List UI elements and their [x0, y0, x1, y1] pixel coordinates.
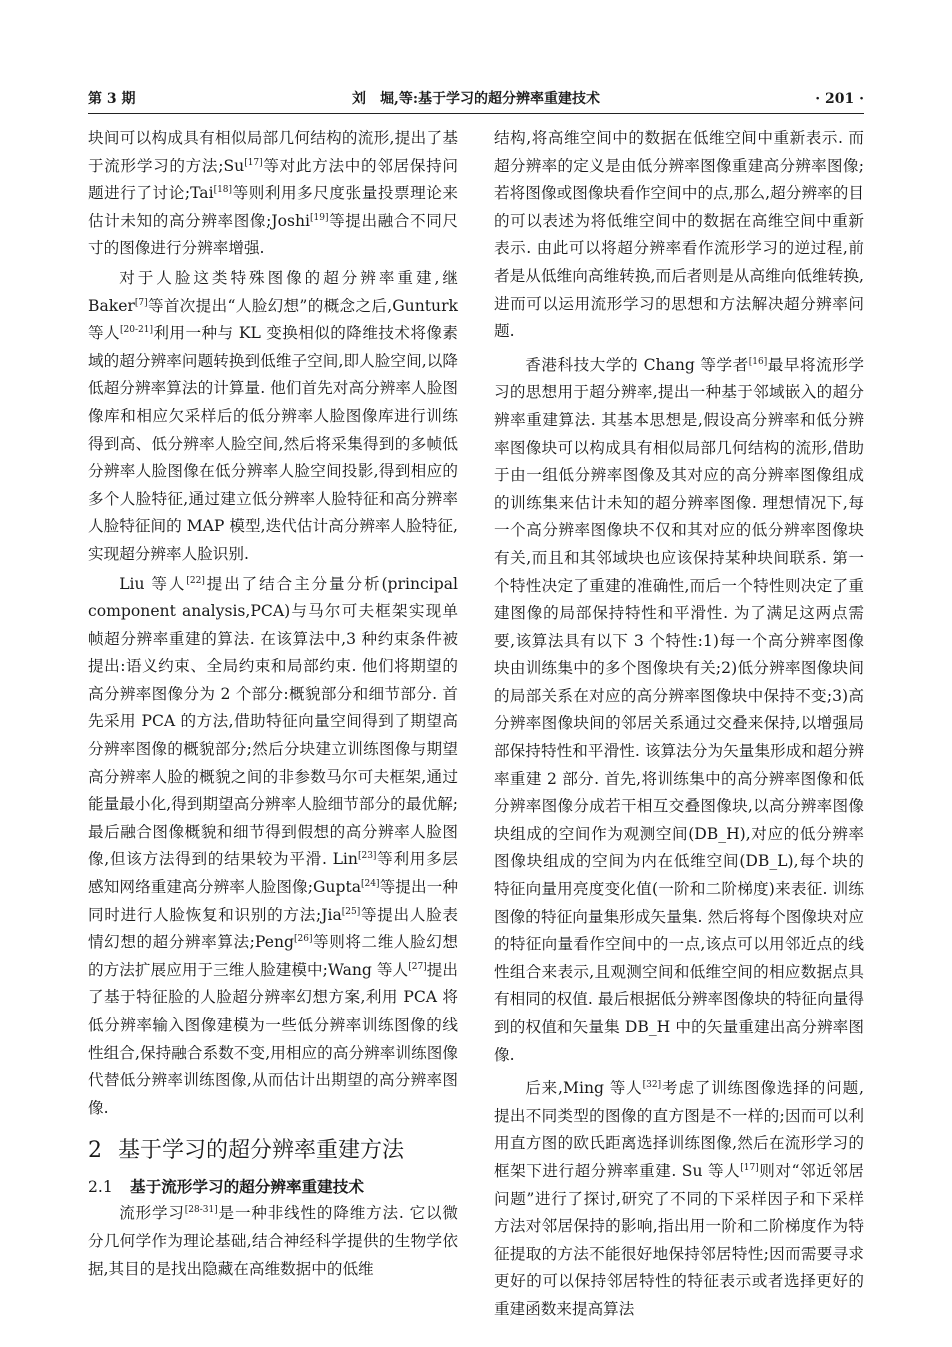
citation-ref: [23] [357, 851, 377, 862]
text-run: 后来,Ming 等人 [525, 1079, 643, 1098]
text-run: 等则将二维人脸幻想的方法扩展应用于三维人脸建模中;Wang 等人 [88, 933, 458, 979]
paragraph [494, 125, 864, 346]
paragraph [88, 571, 458, 1123]
text-run: Liu 等人 [119, 574, 187, 593]
citation-ref: [18] [213, 185, 233, 196]
citation-ref: [16] [748, 356, 768, 367]
citation-ref: [19] [310, 212, 329, 223]
text-run: 块间可以构成具有相似局部几何结构的流形,提出了基于流形学习的方法;Su [88, 129, 458, 175]
citation-ref: [22] [186, 575, 205, 586]
citation-ref: [26] [293, 934, 313, 945]
text-run: 考虑了训练图像选择的问题,提出不同类型的图像的直方图是不一样的;因而可以利用直方图的欧氏距离选择训练图像,然后在流形学习的框架下进行超分辨率重建. Su 等人 [494, 1079, 864, 1180]
text-run: 利用一种与 KL 变换相似的降维技术将像素域的超分辨率问题转换到低维子空间,即人脸空间,以降低超分辨率算法的计算量. 他们首先对高分辨率人脸图像库和相应欠采样后的低分辨率人脸图像库进行训练得到高、低分辨率人脸空间,然后将采集得到的多帧低分辨率人脸图像在低分辨率人脸空间投影,得到相应的多个人脸特征,通过建立低分辨率人脸特征和高分辨率人脸特征间的 MAP 模型,迭代估计高分辨率人脸特征,实现超分辨率人脸识别. [88, 324, 458, 563]
text-run: 等提出人脸表情幻想的超分辨率算法;Peng [88, 905, 458, 952]
text-run: 则对“邻近邻居问题”进行了探讨,研究了不同的下采样因子和下采样方法对邻居保持的影响,指出用一阶和二阶梯度作为特征提取的方法不能很好地保持邻居特性;因而需要寻求更好的可以保持邻居特性的特征表示或者选择更好的重建函数来提高算法 [494, 1161, 864, 1318]
section-heading [88, 1136, 458, 1166]
section-number: 2 [88, 1138, 102, 1164]
text-run: 对于人脸这类特殊图像的超分辨率重建,继 Baker [88, 268, 458, 315]
text-run: 等首次提出“人脸幻想”的概念之后,Gunturk 等人 [88, 296, 458, 343]
header-rule [88, 113, 864, 114]
issue-number: 第 3 期 [88, 91, 136, 107]
citation-ref: [17] [244, 157, 263, 168]
paragraph [88, 1200, 458, 1283]
text-run: 最早将流形学习的思想用于超分辨率,提出一种基于邻域嵌入的超分辨率重建算法. 其基本思想是,假设高分辨率和低分辨率图像块可以构成具有相似局部几何结构的流形,借助于由一组低分辨率图像及其对应的高分辨率图像组成的训练集来估计未知的超分辨率图像. 理想情况下,每一个高分辨率图像块不仅和其对应的低分辨率图像块有关,而且和其邻域块也应该保持某种块间联系. 第一个特性决定了重建的准确性,而后一个特性则决定了重建图像的局部保持特性和平滑性. 为了满足这两点需要,该算法具有以下 3 个特性:1)每一个高分辨率图像块由训练集中的多个图像块有关;2)低分辨率图像块间的局部关系在对应的高分辨率图像块中保持不变;3)高分辨率图像块间的邻居关系通过交叠来保持,以增强局部保持特性和平滑性. 该算法分为矢量集形成和超分辨率重建 2 部分. 首先,将训练集中的高分辨率图像和低分辨率图像分成若干相互交叠图像块,以高分辨率图像块组成的空间作为观测空间(DB_H),对应的低分辨率图像块组成的空间为内在低维空间(DB_L),每个块的特征向量用亮度变化值(一阶和二阶梯度)来表征. 训练图像的特征向量集形成矢量集. 然后将每个图像块对应的特征向量看作空间中的一点,该点可以用邻近点的线性组合来表示,且观测空间和低维空间的相应数据点具有相同的权值. 最后根据低分辨率图像块的特征向量得到的权值和矢量集 DB_H 中的矢量重建出高分辨率图像. [494, 355, 864, 1064]
citation-ref: [7] [134, 297, 148, 308]
text-run: 等提出一种同时进行人脸恢复和识别的方法;Jia [88, 878, 458, 924]
running-header [88, 88, 864, 110]
text-run: 等利用多层感知网络重建高分辨率人脸图像;Gupta [88, 850, 458, 897]
paragraph [494, 1075, 864, 1323]
citation-ref: [24] [361, 879, 380, 890]
text-run: 等则利用多尺度张量投票理论来估计未知的高分辨率图像;Joshi [88, 184, 458, 230]
text-run: 流形学习 [119, 1204, 185, 1223]
text-run: 是一种非线性的降维方法. 它以微分几何学作为理论基础,结合神经科学提供的生物学依据,其目的是找出隐藏在高维数据中的低维 [88, 1204, 458, 1278]
paragraph [88, 265, 458, 569]
citation-ref: [25] [341, 906, 361, 917]
text-run: 等对此方法中的邻居保持问题进行了讨论;Tai [88, 156, 458, 203]
running-title: 刘 堀,等:基于学习的超分辨率重建技术 [351, 91, 601, 107]
citation-ref: [32] [642, 1080, 662, 1091]
citation-ref: [28-31] [184, 1205, 218, 1216]
text-run: 提出了基于特征脸的人脸超分辨率幻想方案,利用 PCA 将低分辨率输入图像建模为一些低分辨率训练图像的线性组合,保持融合系数不变,用相应的高分辨率训练图像代替低分辨率训练图像,从而估计出期望的高分辨率图像. [88, 960, 458, 1117]
page-number: · 201 · [815, 91, 864, 107]
citation-ref: [17] [740, 1162, 759, 1173]
subsection-number: 2.1 [88, 1178, 113, 1197]
paragraph [494, 352, 864, 1069]
citation-ref: [27] [408, 961, 427, 972]
paragraph [88, 125, 458, 263]
right-column [494, 125, 864, 1324]
text-run: 等提出融合不同尺寸的图像进行分辨率增强. [88, 211, 458, 258]
subsection-heading [88, 1174, 458, 1200]
left-column [88, 125, 458, 1283]
text-run: 结构,将高维空间中的数据在低维空间中重新表示. 而超分辨率的定义是由低分辨率图像重建高分辨率图像;若将图像或图像块看作空间中的点,那么,超分辨率的目的可以表述为将低维空间中的数据在高维空间中重新表示. 由此可以将超分辨率看作流形学习的逆过程,前者是从低维向高维转换,而后者则是从高维向低维转换,进而可以运用流形学习的思想和方法解决超分辨率问题. [494, 129, 864, 341]
text-run: 提出了结合主分量分析(principal component analysis,PCA)与马尔可夫框架实现单帧超分辨率重建的算法. 在该算法中,3 种约束条件被提出:语义约束、全局约束和局部约束. 他们将期望的高分辨率图像分为 2 个部分:概貌部分和细节部分. 首先采用 PCA 的方法,借助特征向量空间得到了期望高分辨率图像的概貌部分;然后分块建立训练图像与期望高分辨率人脸的概貌之间的非参数马尔可夫框架,通过能量最小化,得到期望高分辨率人脸细节部分的最优解;最后融合图像概貌和细节得到假想的高分辨率人脸图像,但该方法得到的结果较为平滑. Lin [88, 574, 458, 869]
subsection-title: 基于流形学习的超分辨率重建技术 [130, 1177, 364, 1197]
section-title: 基于学习的超分辨率重建方法 [118, 1138, 405, 1164]
text-run: 香港科技大学的 Chang 等学者 [525, 355, 749, 374]
citation-ref: [20-21] [120, 325, 153, 336]
